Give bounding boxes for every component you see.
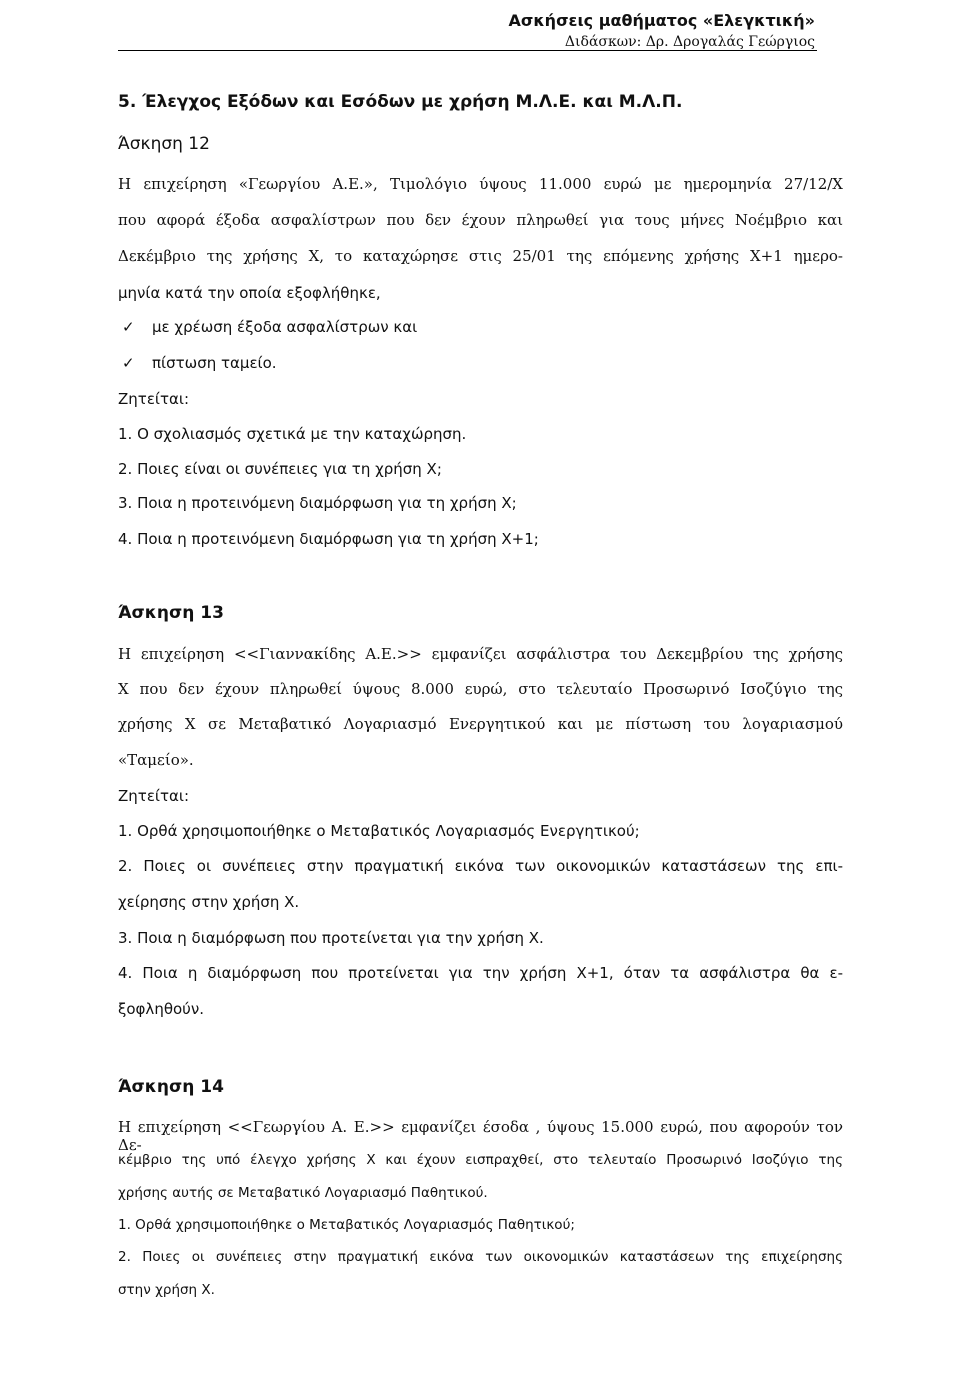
question-item: 1. Ορθά χρησιμοποιήθηκε ο Μεταβατικός Λογαριασμός Παθητικού; [118,1217,575,1233]
exercise-14-paragraph-line: κέμβριο της υπό έλεγχο χρήσης Χ και έχουν εισπραχθεί, στο τελευταίο Προσωρινό Ισοζύγιο της [118,1152,843,1168]
exercise-14-heading: Άσκηση 14 [118,1077,224,1097]
course-title: Ασκήσεις μαθήματος «Ελεγκτική» [508,11,815,30]
question-item: 1. Ο σχολιασμός σχετικά με την καταχώρηση. [118,425,467,443]
asked-label: Ζητείται: [118,787,190,805]
question-item: ξοφληθούν. [118,1000,205,1018]
exercise-13-paragraph-line: Χ που δεν έχουν πληρωθεί ύψους 8.000 ευρώ, στο τελευταίο Προσωρινό Ισοζύγιο της [118,680,843,698]
question-item: στην χρήση Χ. [118,1282,215,1298]
exercise-13-paragraph-line: «Ταμείο». [118,751,194,769]
question-item: 3. Ποια η προτεινόμενη διαμόρφωση για τη χρήση Χ; [118,494,517,512]
exercise-12-heading: Άσκηση 12 [118,134,210,154]
instructor-name: Διδάσκων: Δρ. Δρογαλάς Γεώργιος [564,34,815,50]
exercise-14-paragraph-line: Η επιχείρηση <<Γεωργίου Α. Ε.>> εμφανίζει έσοδα , ύψους 15.000 ευρώ, που αφορούν τον Δε- [118,1118,843,1154]
check-icon: ✓ [122,354,135,372]
header-divider [118,50,817,51]
question-item: χείρησης στην χρήση Χ. [118,893,300,911]
exercise-14-paragraph-line: χρήσης αυτής σε Μεταβατικό Λογαριασμό Παθητικού. [118,1185,488,1201]
exercise-12-paragraph-line: που αφορά έξοδα ασφαλίστρων που δεν έχουν πληρωθεί για τους μήνες Νοέμβριο και [118,211,843,229]
question-item: 1. Ορθά χρησιμοποιήθηκε ο Μεταβατικός Λογαριασμός Ενεργητικού; [118,822,640,840]
asked-label: Ζητείται: [118,390,190,408]
exercise-13-heading: Άσκηση 13 [118,603,224,623]
check-icon: ✓ [122,318,135,336]
exercise-13-paragraph-line: χρήσης Χ σε Μεταβατικό Λογαριασμό Ενεργητικού και με πίστωση του λογαριασμού [118,715,843,733]
question-item: 4. Ποια η προτεινόμενη διαμόρφωση για τη χρήση Χ+1; [118,530,539,548]
question-item: 2. Ποιες οι συνέπειες στην πραγματική εικόνα των οικονομικών καταστάσεων της επι- [118,857,843,875]
page-header [508,10,815,52]
question-item: 4. Ποια η διαμόρφωση που προτείνεται για την χρήση Χ+1, όταν τα ασφάλιστρα θα ε- [118,964,843,982]
section-title: 5. Έλεγχος Εξόδων και Εσόδων με χρήση Μ.Λ.Ε. και Μ.Λ.Π. [118,92,683,112]
exercise-13-paragraph-line: Η επιχείρηση <<Γιαννακίδης Α.Ε.>> εμφανίζει ασφάλιστρα του Δεκεμβρίου της χρήσης [118,645,843,663]
question-item: 2. Ποιες είναι οι συνέπειες για τη χρήση Χ; [118,460,442,478]
question-item: 3. Ποια η διαμόρφωση που προτείνεται για την χρήση Χ. [118,929,544,947]
exercise-12-paragraph-line: μηνία κατά την οποία εξοφλήθηκε, [118,284,381,302]
bullet-item: ✓ πίστωση ταμείο. [122,354,277,372]
exercise-12-paragraph-line: Δεκέμβριο της χρήσης Χ, το καταχώρησε στις 25/01 της επόμενης χρήσης Χ+1 ημερο- [118,247,843,265]
bullet-item: ✓ με χρέωση έξοδα ασφαλίστρων και [122,318,418,336]
exercise-12-paragraph-line: Η επιχείρηση «Γεωργίου Α.Ε.», Τιμολόγιο ύψους 11.000 ευρώ με ημερομηνία 27/12/Χ [118,175,843,193]
question-item: 2. Ποιες οι συνέπειες στην πραγματική εικόνα των οικονομικών καταστάσεων της επιχείρησης [118,1249,843,1265]
